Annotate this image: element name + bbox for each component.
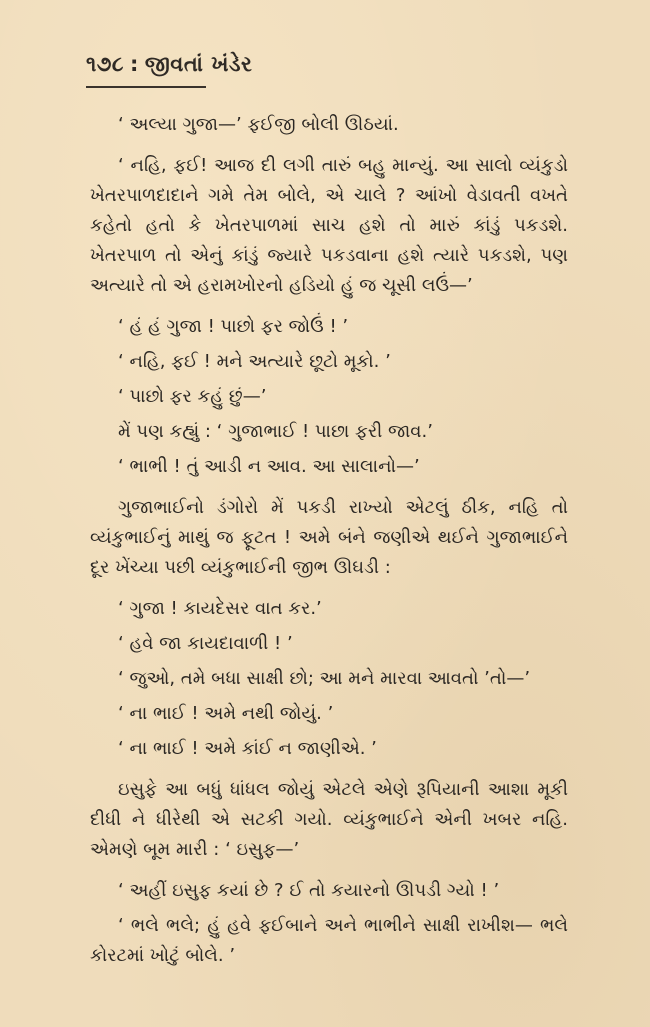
dialogue-line-5: ‘ ભાભી ! તું આડી ન આવ. આ સાલાનો—’: [118, 456, 420, 477]
paragraph-1: ‘ અલ્યા ગુજા—’ ફઈજી બોલી ઊઠયાં.: [118, 114, 399, 135]
paragraph-3: ગુજાભાઈનો ડંગોરો મેં પકડી રાખ્યો એટલું ઠીક, નહિ તો વ્યંકુભાઈનું માથું જ ફૂટત ! અમે બંને જણીએ થઈને ગુજાભાઈને દૂર ખેંચ્યા પછી વ્યંકુભાઈની જીભ ઊઘડી :: [90, 497, 568, 578]
dialogue-line-2: ‘ નહિ, ફઈ ! મને અત્યારે છૂટો મૂકો. ’: [118, 351, 391, 372]
page-number: ૧૭૮: [86, 52, 124, 76]
dialogue-line-10: ‘ ના ભાઈ ! અમે કાંઈ ન જાણીએ. ’: [118, 738, 377, 759]
paragraph-2: ‘ નહિ, ફઈ! આજ દી લગી તારું બહુ માન્યું. આ સાલો વ્યંકુડો ખેતરપાળદાદાને ગમે તેમ બોલે, એ ચાલે ? આંખો વેડાવતી વખતે કહેતો હતો કે ખેતરપાળમાં સાચ હશે તો મારું કાંડું પકડશે. ખેતરપાળ તો એનું કાંડું જ્યારે પકડવાના હશે ત્યારે પકડશે, પણ અત્યારે તો એ હરામખોરનો હડિયો હું જ ચૂસી લઉં—’: [90, 155, 568, 296]
dialogue-line-7: ‘ હવે જા કાયદાવાળી ! ’: [118, 633, 293, 654]
dialogue-line-6: ‘ ગુજા ! કાયદેસર વાત કર.’: [118, 598, 322, 619]
dialogue-line-9: ‘ ના ભાઈ ! અમે નથી જોયું. ’: [118, 703, 334, 724]
body-text: [90, 110, 568, 982]
header-separator: :: [129, 52, 139, 76]
header-underline: [86, 86, 206, 88]
paragraph-4: ઇસુફે આ બધું ધાંધલ જોયું એટલે એણે રૂપિયાની આશા મૂકી દીધી ને ધીરેથી એ સટકી ગયો. વ્યંકુભાઈને એની ખબર નહિ. એમણે બૂમ મારી : ‘ ઇસુફ—’: [90, 779, 568, 860]
book-title: જીવતાં ખંડેર: [144, 52, 253, 76]
dialogue-line-11: ‘ અહીં ઇસુફ કયાં છે ? ઈ તો કયારનો ઊપડી ગ્યો ! ’: [118, 880, 500, 901]
dialogue-line-8: ‘ જુઓ, તમે બધા સાક્ષી છો; આ મને મારવા આવતો ’તો—’: [118, 668, 531, 689]
paragraph-5: ‘ ભલે ભલે; હું હવે ફઈબાને અને ભાભીને સાક્ષી રાખીશ— ભલે કોરટમાં ખોટું બોલે. ’: [90, 915, 568, 966]
running-head: [86, 52, 252, 77]
dialogue-line-3: ‘ પાછો ફર કહું છું—’: [118, 386, 267, 407]
dialogue-line-4: મેં પણ કહ્યું : ‘ ગુજાભાઈ ! પાછા ફરી જાવ.’: [118, 421, 433, 442]
dialogue-line-1: ‘ હં હં ગુજા ! પાછો ફર જોઉં ! ’: [118, 316, 349, 337]
